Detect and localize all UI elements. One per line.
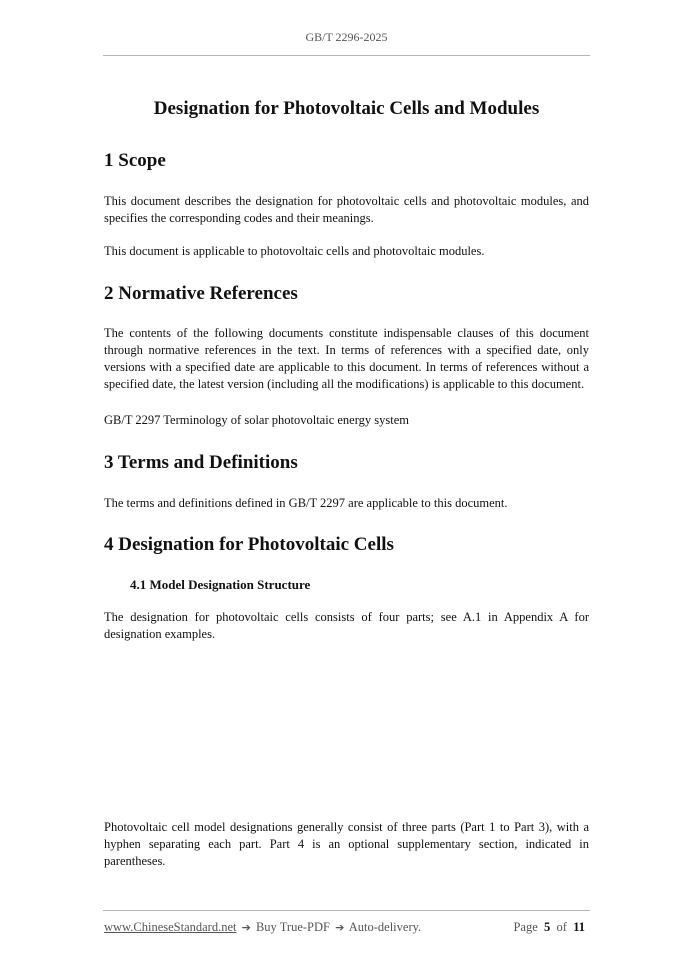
section-heading-pv-cells: 4 Designation for Photovoltaic Cells [104,534,394,555]
document-footer [104,920,589,935]
buy-true-pdf-text: Buy True-PDF [255,920,330,934]
subsection-heading-model-structure: 4.1 Model Designation Structure [130,577,311,592]
normative-references-paragraph-2: GB/T 2297 Terminology of solar photovoltaic energy system [104,413,409,427]
arrow-right-icon: ➔ [335,921,345,934]
page-current: 5 [544,920,551,934]
terms-definitions-paragraph: The terms and definitions defined in GB/T 2297 are applicable to this document. [104,496,508,510]
footer-divider [103,910,590,911]
header-divider [103,55,590,56]
section-heading-terms-definitions: 3 Terms and Definitions [104,452,298,473]
model-structure-paragraph-1: The designation for photovoltaic cells consists of four parts; see A.1 in Appendix A for designation examples. [104,610,589,641]
scope-paragraph-2: This document is applicable to photovoltaic cells and photovoltaic modules. [104,244,485,258]
section-heading-scope: 1 Scope [104,150,166,171]
document-title: Designation for Photovoltaic Cells and Modules [153,98,540,119]
page-total: 11 [573,920,585,934]
section-heading-normative-references: 2 Normative References [104,283,298,304]
page-word: Page [513,920,538,934]
document-header-id: GB/T 2296-2025 [305,30,388,44]
page-indicator [513,920,585,935]
arrow-right-icon: ➔ [241,921,251,934]
auto-delivery-text: Auto-delivery. [348,920,422,934]
model-structure-paragraph-2: Photovoltaic cell model designations generally consist of three parts (Part 1 to Part 3), with a hyphen separating each part. Part 4 is an optional supplementary section, indicated in parentheses. [104,820,589,868]
of-word: of [556,920,567,934]
site-link[interactable]: www.ChineseStandard.net [104,920,237,934]
scope-paragraph-1: This document describes the designation for photovoltaic cells and photovoltaic modules, and specifies the corresponding codes and their meanings. [104,194,589,225]
normative-references-paragraph-1: The contents of the following documents constitute indispensable clauses of this document through normative references in the text. In terms of references with a specified date, only versions with a specified date are applicable to this document. In terms of references without a specified date, the latest version (including all the modifications) is applicable to this document. [104,326,589,391]
